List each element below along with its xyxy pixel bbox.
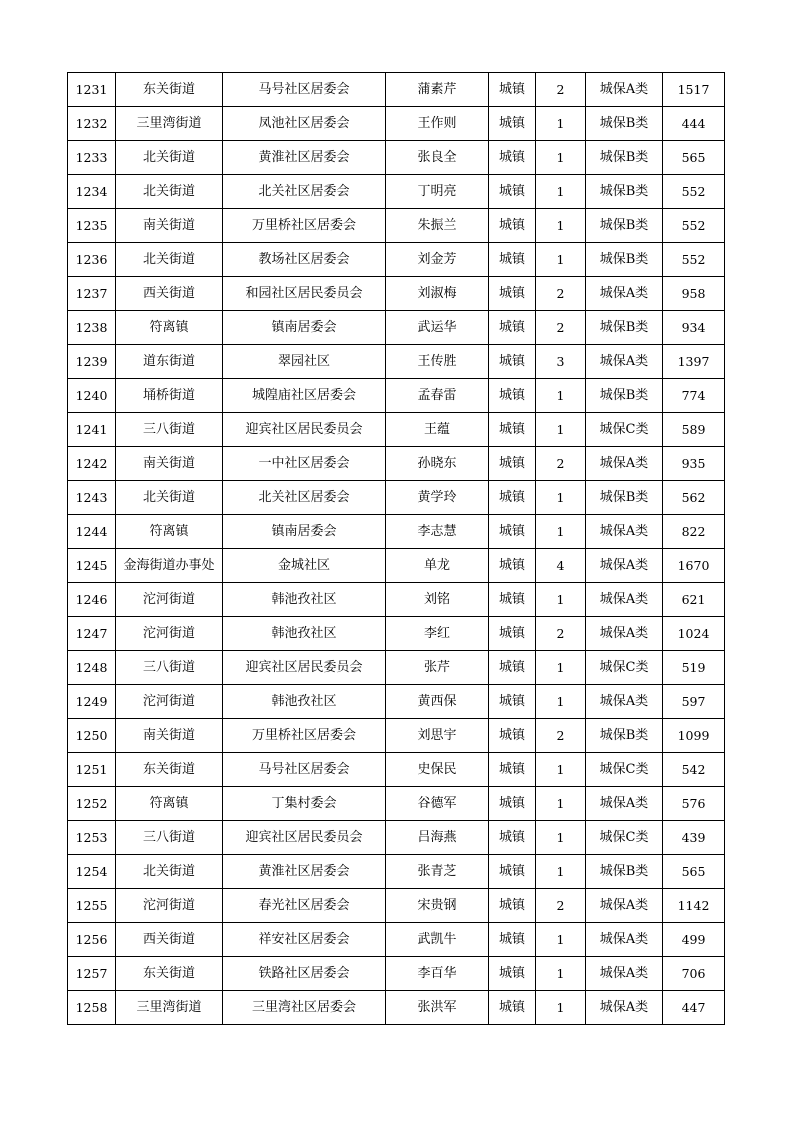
category-cell: 城保A类 (586, 549, 663, 583)
table-row (68, 617, 725, 651)
household-count-cell: 2 (536, 889, 586, 923)
amount-cell: 562 (663, 481, 725, 515)
area-type-cell: 城镇 (489, 583, 536, 617)
name-cell: 吕海燕 (386, 821, 489, 855)
area-type-cell: 城镇 (489, 107, 536, 141)
community-cell: 韩池孜社区 (223, 617, 386, 651)
category-cell: 城保A类 (586, 991, 663, 1025)
street-cell: 北关街道 (116, 481, 223, 515)
name-cell: 刘思宇 (386, 719, 489, 753)
street-cell: 东关街道 (116, 957, 223, 991)
row-number-cell: 1248 (68, 651, 116, 685)
community-cell: 丁集村委会 (223, 787, 386, 821)
category-cell: 城保A类 (586, 583, 663, 617)
row-number-cell: 1258 (68, 991, 116, 1025)
household-count-cell: 2 (536, 447, 586, 481)
table-row (68, 821, 725, 855)
document-page (67, 72, 725, 1025)
name-cell: 张青芝 (386, 855, 489, 889)
street-cell: 北关街道 (116, 175, 223, 209)
household-count-cell: 1 (536, 753, 586, 787)
household-count-cell: 1 (536, 141, 586, 175)
name-cell: 谷德军 (386, 787, 489, 821)
area-type-cell: 城镇 (489, 379, 536, 413)
household-count-cell: 1 (536, 107, 586, 141)
row-number-cell: 1256 (68, 923, 116, 957)
area-type-cell: 城镇 (489, 447, 536, 481)
area-type-cell: 城镇 (489, 821, 536, 855)
street-cell: 沱河街道 (116, 583, 223, 617)
amount-cell: 576 (663, 787, 725, 821)
street-cell: 道东街道 (116, 345, 223, 379)
area-type-cell: 城镇 (489, 855, 536, 889)
row-number-cell: 1251 (68, 753, 116, 787)
household-count-cell: 1 (536, 481, 586, 515)
amount-cell: 552 (663, 243, 725, 277)
table-row (68, 175, 725, 209)
household-count-cell: 1 (536, 855, 586, 889)
table-row (68, 481, 725, 515)
table-row (68, 889, 725, 923)
category-cell: 城保B类 (586, 855, 663, 889)
household-count-cell: 2 (536, 311, 586, 345)
street-cell: 三里湾街道 (116, 107, 223, 141)
row-number-cell: 1252 (68, 787, 116, 821)
community-cell: 马号社区居委会 (223, 73, 386, 107)
name-cell: 史保民 (386, 753, 489, 787)
name-cell: 王作则 (386, 107, 489, 141)
name-cell: 黄西保 (386, 685, 489, 719)
category-cell: 城保C类 (586, 821, 663, 855)
area-type-cell: 城镇 (489, 549, 536, 583)
street-cell: 三八街道 (116, 821, 223, 855)
area-type-cell: 城镇 (489, 413, 536, 447)
household-count-cell: 1 (536, 957, 586, 991)
amount-cell: 542 (663, 753, 725, 787)
row-number-cell: 1236 (68, 243, 116, 277)
area-type-cell: 城镇 (489, 889, 536, 923)
area-type-cell: 城镇 (489, 175, 536, 209)
row-number-cell: 1255 (68, 889, 116, 923)
amount-cell: 1142 (663, 889, 725, 923)
amount-cell: 934 (663, 311, 725, 345)
category-cell: 城保C类 (586, 753, 663, 787)
table-row (68, 277, 725, 311)
category-cell: 城保B类 (586, 719, 663, 753)
name-cell: 王传胜 (386, 345, 489, 379)
table-row (68, 209, 725, 243)
table-row (68, 685, 725, 719)
table-row (68, 957, 725, 991)
community-cell: 翠园社区 (223, 345, 386, 379)
street-cell: 三里湾街道 (116, 991, 223, 1025)
amount-cell: 706 (663, 957, 725, 991)
row-number-cell: 1232 (68, 107, 116, 141)
household-count-cell: 1 (536, 209, 586, 243)
name-cell: 丁明亮 (386, 175, 489, 209)
amount-cell: 822 (663, 515, 725, 549)
category-cell: 城保B类 (586, 141, 663, 175)
category-cell: 城保B类 (586, 379, 663, 413)
area-type-cell: 城镇 (489, 923, 536, 957)
amount-cell: 439 (663, 821, 725, 855)
community-cell: 北关社区居委会 (223, 175, 386, 209)
amount-cell: 444 (663, 107, 725, 141)
name-cell: 孟春雷 (386, 379, 489, 413)
area-type-cell: 城镇 (489, 243, 536, 277)
amount-cell: 519 (663, 651, 725, 685)
amount-cell: 1397 (663, 345, 725, 379)
name-cell: 张洪军 (386, 991, 489, 1025)
table-row (68, 345, 725, 379)
table-row (68, 379, 725, 413)
street-cell: 东关街道 (116, 73, 223, 107)
community-cell: 三里湾社区居委会 (223, 991, 386, 1025)
street-cell: 符离镇 (116, 787, 223, 821)
amount-cell: 499 (663, 923, 725, 957)
amount-cell: 774 (663, 379, 725, 413)
beneficiary-table (67, 72, 725, 1025)
category-cell: 城保A类 (586, 923, 663, 957)
household-count-cell: 4 (536, 549, 586, 583)
community-cell: 一中社区居委会 (223, 447, 386, 481)
community-cell: 黄淮社区居委会 (223, 855, 386, 889)
name-cell: 武运华 (386, 311, 489, 345)
street-cell: 符离镇 (116, 311, 223, 345)
name-cell: 宋贵钢 (386, 889, 489, 923)
name-cell: 刘淑梅 (386, 277, 489, 311)
community-cell: 迎宾社区居民委员会 (223, 821, 386, 855)
area-type-cell: 城镇 (489, 991, 536, 1025)
amount-cell: 621 (663, 583, 725, 617)
table-row (68, 413, 725, 447)
table-row (68, 787, 725, 821)
table-row (68, 107, 725, 141)
table-row (68, 311, 725, 345)
area-type-cell: 城镇 (489, 515, 536, 549)
street-cell: 南关街道 (116, 719, 223, 753)
area-type-cell: 城镇 (489, 753, 536, 787)
area-type-cell: 城镇 (489, 957, 536, 991)
table-row (68, 447, 725, 481)
row-number-cell: 1253 (68, 821, 116, 855)
category-cell: 城保C类 (586, 651, 663, 685)
community-cell: 万里桥社区居委会 (223, 719, 386, 753)
row-number-cell: 1238 (68, 311, 116, 345)
household-count-cell: 1 (536, 787, 586, 821)
row-number-cell: 1250 (68, 719, 116, 753)
street-cell: 北关街道 (116, 855, 223, 889)
category-cell: 城保A类 (586, 515, 663, 549)
category-cell: 城保B类 (586, 243, 663, 277)
row-number-cell: 1235 (68, 209, 116, 243)
household-count-cell: 1 (536, 379, 586, 413)
row-number-cell: 1243 (68, 481, 116, 515)
amount-cell: 935 (663, 447, 725, 481)
household-count-cell: 1 (536, 515, 586, 549)
community-cell: 韩池孜社区 (223, 583, 386, 617)
table-body (68, 73, 725, 1025)
amount-cell: 958 (663, 277, 725, 311)
household-count-cell: 1 (536, 583, 586, 617)
household-count-cell: 1 (536, 685, 586, 719)
name-cell: 李志慧 (386, 515, 489, 549)
household-count-cell: 1 (536, 923, 586, 957)
category-cell: 城保C类 (586, 413, 663, 447)
amount-cell: 1099 (663, 719, 725, 753)
amount-cell: 1517 (663, 73, 725, 107)
row-number-cell: 1244 (68, 515, 116, 549)
community-cell: 镇南居委会 (223, 311, 386, 345)
row-number-cell: 1257 (68, 957, 116, 991)
street-cell: 沱河街道 (116, 617, 223, 651)
name-cell: 孙晓东 (386, 447, 489, 481)
household-count-cell: 2 (536, 617, 586, 651)
name-cell: 单龙 (386, 549, 489, 583)
area-type-cell: 城镇 (489, 141, 536, 175)
community-cell: 凤池社区居委会 (223, 107, 386, 141)
name-cell: 李红 (386, 617, 489, 651)
row-number-cell: 1234 (68, 175, 116, 209)
category-cell: 城保A类 (586, 889, 663, 923)
table-row (68, 515, 725, 549)
community-cell: 万里桥社区居委会 (223, 209, 386, 243)
street-cell: 沱河街道 (116, 685, 223, 719)
category-cell: 城保B类 (586, 311, 663, 345)
category-cell: 城保B类 (586, 209, 663, 243)
category-cell: 城保A类 (586, 685, 663, 719)
category-cell: 城保B类 (586, 175, 663, 209)
category-cell: 城保A类 (586, 617, 663, 651)
category-cell: 城保B类 (586, 481, 663, 515)
street-cell: 埇桥街道 (116, 379, 223, 413)
row-number-cell: 1254 (68, 855, 116, 889)
community-cell: 和园社区居民委员会 (223, 277, 386, 311)
category-cell: 城保A类 (586, 277, 663, 311)
amount-cell: 1670 (663, 549, 725, 583)
category-cell: 城保A类 (586, 345, 663, 379)
amount-cell: 565 (663, 141, 725, 175)
category-cell: 城保A类 (586, 957, 663, 991)
table-row (68, 753, 725, 787)
area-type-cell: 城镇 (489, 345, 536, 379)
community-cell: 韩池孜社区 (223, 685, 386, 719)
row-number-cell: 1240 (68, 379, 116, 413)
name-cell: 张芹 (386, 651, 489, 685)
street-cell: 南关街道 (116, 209, 223, 243)
name-cell: 武凯牛 (386, 923, 489, 957)
area-type-cell: 城镇 (489, 787, 536, 821)
street-cell: 三八街道 (116, 651, 223, 685)
street-cell: 金海街道办事处 (116, 549, 223, 583)
area-type-cell: 城镇 (489, 73, 536, 107)
area-type-cell: 城镇 (489, 277, 536, 311)
area-type-cell: 城镇 (489, 311, 536, 345)
area-type-cell: 城镇 (489, 719, 536, 753)
category-cell: 城保B类 (586, 107, 663, 141)
household-count-cell: 1 (536, 175, 586, 209)
street-cell: 沱河街道 (116, 889, 223, 923)
community-cell: 北关社区居委会 (223, 481, 386, 515)
table-row (68, 141, 725, 175)
amount-cell: 565 (663, 855, 725, 889)
row-number-cell: 1247 (68, 617, 116, 651)
row-number-cell: 1239 (68, 345, 116, 379)
amount-cell: 552 (663, 175, 725, 209)
row-number-cell: 1237 (68, 277, 116, 311)
household-count-cell: 3 (536, 345, 586, 379)
category-cell: 城保A类 (586, 73, 663, 107)
household-count-cell: 2 (536, 719, 586, 753)
household-count-cell: 1 (536, 821, 586, 855)
row-number-cell: 1245 (68, 549, 116, 583)
community-cell: 春光社区居委会 (223, 889, 386, 923)
row-number-cell: 1242 (68, 447, 116, 481)
area-type-cell: 城镇 (489, 685, 536, 719)
community-cell: 铁路社区居委会 (223, 957, 386, 991)
category-cell: 城保A类 (586, 787, 663, 821)
table-row (68, 923, 725, 957)
category-cell: 城保A类 (586, 447, 663, 481)
table-row (68, 243, 725, 277)
name-cell: 王蕴 (386, 413, 489, 447)
table-row (68, 549, 725, 583)
household-count-cell: 1 (536, 991, 586, 1025)
area-type-cell: 城镇 (489, 651, 536, 685)
community-cell: 迎宾社区居民委员会 (223, 651, 386, 685)
row-number-cell: 1233 (68, 141, 116, 175)
amount-cell: 447 (663, 991, 725, 1025)
household-count-cell: 1 (536, 243, 586, 277)
name-cell: 刘铭 (386, 583, 489, 617)
community-cell: 教场社区居委会 (223, 243, 386, 277)
name-cell: 黄学玲 (386, 481, 489, 515)
row-number-cell: 1246 (68, 583, 116, 617)
community-cell: 金城社区 (223, 549, 386, 583)
household-count-cell: 2 (536, 277, 586, 311)
table-row (68, 719, 725, 753)
street-cell: 南关街道 (116, 447, 223, 481)
table-row (68, 991, 725, 1025)
household-count-cell: 2 (536, 73, 586, 107)
street-cell: 东关街道 (116, 753, 223, 787)
row-number-cell: 1249 (68, 685, 116, 719)
amount-cell: 1024 (663, 617, 725, 651)
community-cell: 城隍庙社区居委会 (223, 379, 386, 413)
name-cell: 蒲素芹 (386, 73, 489, 107)
amount-cell: 589 (663, 413, 725, 447)
community-cell: 迎宾社区居民委员会 (223, 413, 386, 447)
name-cell: 朱振兰 (386, 209, 489, 243)
table-row (68, 73, 725, 107)
name-cell: 李百华 (386, 957, 489, 991)
table-row (68, 583, 725, 617)
name-cell: 张良全 (386, 141, 489, 175)
row-number-cell: 1241 (68, 413, 116, 447)
household-count-cell: 1 (536, 651, 586, 685)
amount-cell: 552 (663, 209, 725, 243)
street-cell: 北关街道 (116, 243, 223, 277)
area-type-cell: 城镇 (489, 617, 536, 651)
street-cell: 西关街道 (116, 277, 223, 311)
row-number-cell: 1231 (68, 73, 116, 107)
street-cell: 北关街道 (116, 141, 223, 175)
area-type-cell: 城镇 (489, 209, 536, 243)
street-cell: 西关街道 (116, 923, 223, 957)
street-cell: 三八街道 (116, 413, 223, 447)
community-cell: 黄淮社区居委会 (223, 141, 386, 175)
community-cell: 祥安社区居委会 (223, 923, 386, 957)
table-row (68, 855, 725, 889)
street-cell: 符离镇 (116, 515, 223, 549)
community-cell: 镇南居委会 (223, 515, 386, 549)
community-cell: 马号社区居委会 (223, 753, 386, 787)
area-type-cell: 城镇 (489, 481, 536, 515)
household-count-cell: 1 (536, 413, 586, 447)
name-cell: 刘金芳 (386, 243, 489, 277)
amount-cell: 597 (663, 685, 725, 719)
table-row (68, 651, 725, 685)
